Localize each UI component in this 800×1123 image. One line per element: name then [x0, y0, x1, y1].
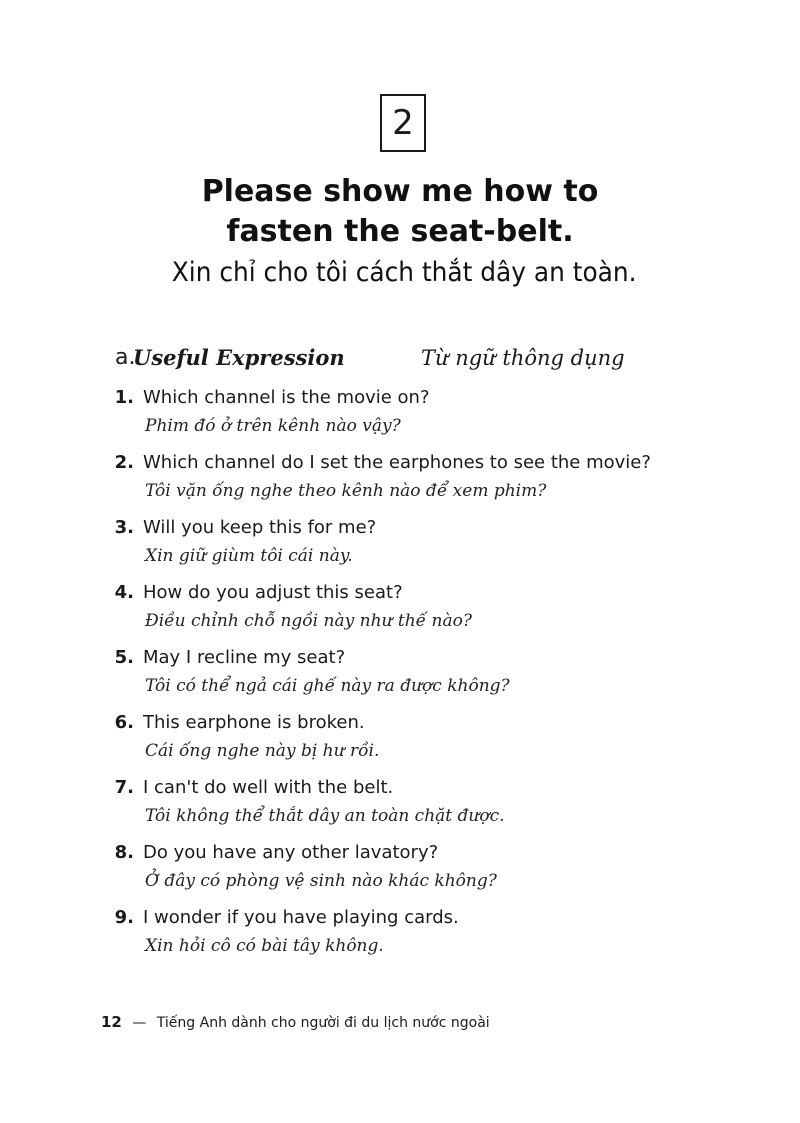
item-english: I can't do well with the belt. — [143, 777, 394, 798]
item-english: Do you have any other lavatory? — [143, 842, 439, 863]
section-title-english: Useful Expression — [133, 345, 345, 370]
item-vietnamese: Tôi không thể thắt dây an toàn chặt được. — [145, 806, 505, 826]
item-english: May I recline my seat? — [143, 647, 346, 668]
item-vietnamese: Điều chỉnh chỗ ngồi này như thế nào? — [145, 611, 472, 631]
expression-item-6 — [0, 709, 800, 769]
section-title-vietnamese: Từ ngữ thông dụng — [421, 346, 625, 370]
item-vietnamese: Tôi có thể ngả cái ghế này ra được không? — [145, 676, 510, 696]
item-english: How do you adjust this seat? — [143, 582, 403, 603]
expression-item-9 — [0, 904, 800, 964]
item-number: 7. — [114, 777, 134, 798]
item-number: 2. — [114, 452, 134, 473]
expression-item-1 — [0, 384, 800, 444]
item-english: Will you keep this for me? — [143, 517, 377, 538]
item-number: 8. — [114, 842, 134, 863]
item-english: This earphone is broken. — [143, 712, 365, 733]
title-vietnamese: Xin chỉ cho tôi cách thắt dây an toàn. — [171, 257, 637, 288]
section-letter: a. — [115, 345, 136, 370]
page-footer — [101, 1012, 490, 1033]
book-title: Tiếng Anh dành cho người đi du lịch nước ngoài — [156, 1015, 490, 1031]
item-vietnamese: Xin hỏi cô có bài tây không. — [145, 936, 384, 956]
item-number: 9. — [114, 907, 134, 928]
item-number: 1. — [114, 387, 134, 408]
item-vietnamese: Ở đây có phòng vệ sinh nào khác không? — [145, 871, 497, 891]
expression-item-5 — [0, 644, 800, 704]
item-number: 6. — [114, 712, 134, 733]
item-number: 4. — [114, 582, 134, 603]
item-vietnamese: Phim đó ở trên kênh nào vậy? — [145, 416, 401, 436]
item-vietnamese: Cái ống nghe này bị hư rồi. — [145, 741, 380, 761]
item-english: Which channel do I set the earphones to see the movie? — [143, 452, 651, 473]
item-vietnamese: Xin giữ giùm tôi cái này. — [145, 546, 353, 566]
title-english-line-1: Please show me how to — [201, 174, 599, 209]
footer-separator: — — [132, 1015, 147, 1031]
title-english-line-2: fasten the seat-belt. — [226, 214, 574, 249]
expression-item-4 — [0, 579, 800, 639]
lesson-number: 2 — [392, 103, 414, 143]
expression-item-8 — [0, 839, 800, 899]
page-number: 12 — [101, 1013, 122, 1031]
item-vietnamese: Tôi vặn ống nghe theo kênh nào để xem phim? — [145, 481, 547, 501]
item-number: 5. — [114, 647, 134, 668]
item-english: Which channel is the movie on? — [143, 387, 430, 408]
expression-item-7 — [0, 774, 800, 834]
lesson-number-box — [380, 94, 426, 152]
expression-item-2 — [0, 449, 800, 509]
section-header — [115, 341, 675, 375]
item-number: 3. — [114, 517, 134, 538]
item-english: I wonder if you have playing cards. — [143, 907, 459, 928]
expression-item-3 — [0, 514, 800, 574]
